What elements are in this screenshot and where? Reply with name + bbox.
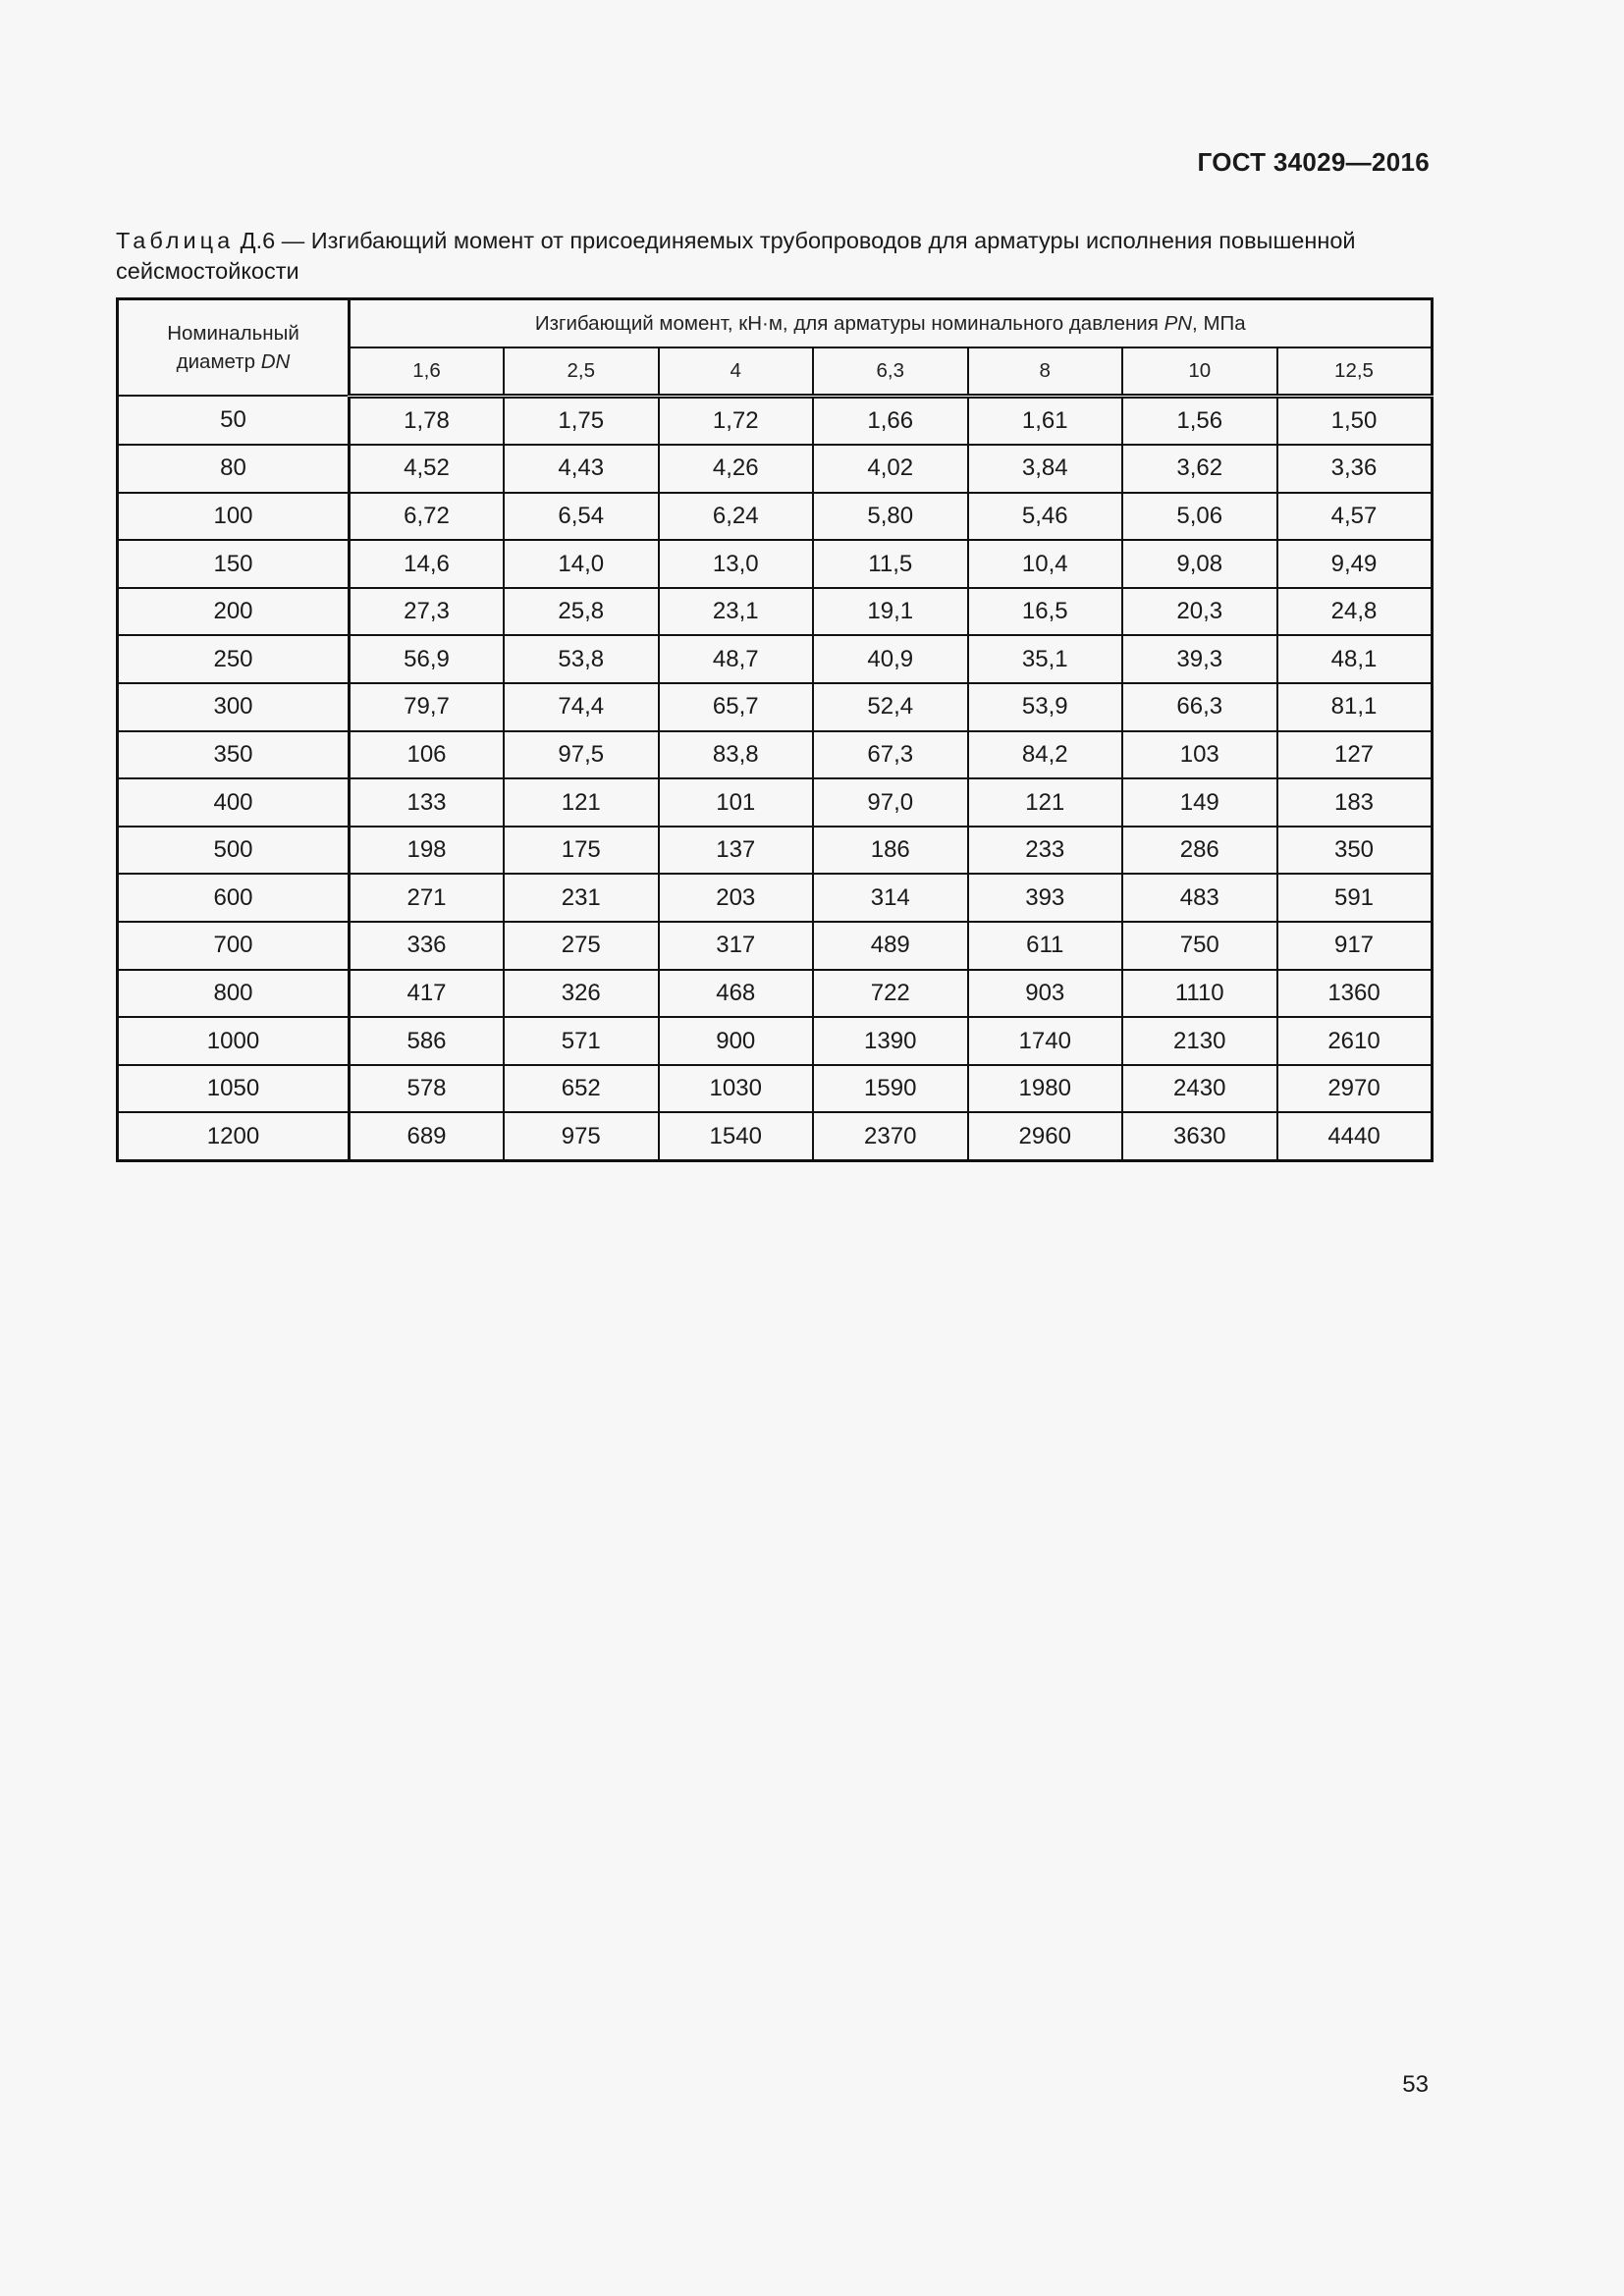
cell-value: 4,57 — [1277, 493, 1433, 541]
table-caption — [116, 226, 1432, 287]
cell-value: 16,5 — [968, 588, 1123, 636]
cell-value: 233 — [968, 827, 1123, 875]
table-row — [118, 970, 1433, 1018]
cell-value: 1030 — [659, 1065, 814, 1113]
cell-dn: 350 — [118, 731, 350, 779]
cell-value: 24,8 — [1277, 588, 1433, 636]
cell-value: 186 — [813, 827, 968, 875]
cell-value: 27,3 — [350, 588, 505, 636]
cell-value: 5,06 — [1122, 493, 1277, 541]
cell-value: 611 — [968, 922, 1123, 970]
cell-value: 5,80 — [813, 493, 968, 541]
caption-text: — Изгибающий момент от присоединяемых трубопроводов для арматуры исполнения повышенной сейсмостойкости — [116, 228, 1356, 284]
table-row — [118, 445, 1433, 493]
cell-dn: 1000 — [118, 1017, 350, 1065]
cell-value: 6,54 — [504, 493, 659, 541]
cell-dn: 800 — [118, 970, 350, 1018]
cell-value: 1110 — [1122, 970, 1277, 1018]
table-row — [118, 396, 1433, 445]
cell-value: 23,1 — [659, 588, 814, 636]
cell-value: 903 — [968, 970, 1123, 1018]
header-pn-0: 1,6 — [350, 347, 505, 396]
group-header-prefix: Изгибающий момент, кН·м, для арматуры номинального давления — [534, 311, 1164, 335]
document-id: ГОСТ 34029—2016 — [1197, 147, 1430, 177]
cell-value: 2370 — [813, 1112, 968, 1160]
table-row — [118, 922, 1433, 970]
table-row — [118, 778, 1433, 827]
cell-value: 40,9 — [813, 635, 968, 683]
cell-value: 84,2 — [968, 731, 1123, 779]
cell-value: 9,49 — [1277, 540, 1433, 588]
cell-value: 198 — [350, 827, 505, 875]
cell-value: 67,3 — [813, 731, 968, 779]
table-body — [118, 396, 1433, 1161]
cell-value: 65,7 — [659, 683, 814, 731]
cell-value: 900 — [659, 1017, 814, 1065]
table-row — [118, 731, 1433, 779]
cell-value: 1,78 — [350, 396, 505, 445]
cell-value: 468 — [659, 970, 814, 1018]
cell-value: 81,1 — [1277, 683, 1433, 731]
cell-value: 39,3 — [1122, 635, 1277, 683]
caption-number: Д.6 — [234, 228, 276, 253]
cell-value: 314 — [813, 874, 968, 922]
cell-value: 271 — [350, 874, 505, 922]
table-row — [118, 635, 1433, 683]
cell-value: 127 — [1277, 731, 1433, 779]
cell-value: 20,3 — [1122, 588, 1277, 636]
cell-value: 19,1 — [813, 588, 968, 636]
cell-value: 52,4 — [813, 683, 968, 731]
cell-value: 417 — [350, 970, 505, 1018]
cell-dn: 500 — [118, 827, 350, 875]
caption-label: Таблица — [116, 228, 235, 253]
cell-dn: 100 — [118, 493, 350, 541]
cell-value: 48,7 — [659, 635, 814, 683]
cell-value: 5,46 — [968, 493, 1123, 541]
table-row — [118, 1065, 1433, 1113]
header-pn-3: 6,3 — [813, 347, 968, 396]
cell-value: 4,02 — [813, 445, 968, 493]
cell-value: 2970 — [1277, 1065, 1433, 1113]
cell-value: 149 — [1122, 778, 1277, 827]
cell-value: 56,9 — [350, 635, 505, 683]
cell-value: 3,62 — [1122, 445, 1277, 493]
cell-value: 689 — [350, 1112, 505, 1160]
cell-value: 393 — [968, 874, 1123, 922]
cell-value: 1360 — [1277, 970, 1433, 1018]
table-row — [118, 1112, 1433, 1160]
cell-value: 103 — [1122, 731, 1277, 779]
cell-value: 750 — [1122, 922, 1277, 970]
cell-value: 350 — [1277, 827, 1433, 875]
cell-value: 97,0 — [813, 778, 968, 827]
cell-value: 483 — [1122, 874, 1277, 922]
cell-value: 121 — [504, 778, 659, 827]
bending-moment-table — [116, 297, 1434, 1162]
cell-dn: 1200 — [118, 1112, 350, 1160]
cell-value: 336 — [350, 922, 505, 970]
cell-value: 53,9 — [968, 683, 1123, 731]
cell-value: 1590 — [813, 1065, 968, 1113]
cell-value: 106 — [350, 731, 505, 779]
cell-value: 722 — [813, 970, 968, 1018]
cell-value: 2130 — [1122, 1017, 1277, 1065]
cell-value: 2430 — [1122, 1065, 1277, 1113]
pn-symbol: PN — [1164, 311, 1193, 335]
cell-value: 175 — [504, 827, 659, 875]
header-pn-4: 8 — [968, 347, 1123, 396]
cell-value: 591 — [1277, 874, 1433, 922]
dn-header-line2: диаметр — [176, 350, 261, 373]
cell-value: 137 — [659, 827, 814, 875]
dn-symbol: DN — [260, 350, 291, 373]
cell-value: 917 — [1277, 922, 1433, 970]
cell-value: 2960 — [968, 1112, 1123, 1160]
header-nominal-diameter — [118, 299, 350, 397]
table-row — [118, 588, 1433, 636]
cell-value: 586 — [350, 1017, 505, 1065]
cell-value: 3,36 — [1277, 445, 1433, 493]
table-row — [118, 493, 1433, 541]
group-header-suffix: , МПа — [1192, 311, 1246, 335]
cell-value: 489 — [813, 922, 968, 970]
cell-value: 4440 — [1277, 1112, 1433, 1160]
cell-value: 275 — [504, 922, 659, 970]
cell-value: 4,52 — [350, 445, 505, 493]
cell-dn: 150 — [118, 540, 350, 588]
cell-value: 10,4 — [968, 540, 1123, 588]
cell-value: 6,24 — [659, 493, 814, 541]
cell-value: 3630 — [1122, 1112, 1277, 1160]
cell-value: 1980 — [968, 1065, 1123, 1113]
table-row — [118, 827, 1433, 875]
cell-value: 53,8 — [504, 635, 659, 683]
cell-value: 4,43 — [504, 445, 659, 493]
cell-value: 1,75 — [504, 396, 659, 445]
cell-value: 1,66 — [813, 396, 968, 445]
cell-value: 231 — [504, 874, 659, 922]
cell-value: 11,5 — [813, 540, 968, 588]
cell-value: 35,1 — [968, 635, 1123, 683]
cell-value: 74,4 — [504, 683, 659, 731]
header-pn-1: 2,5 — [504, 347, 659, 396]
cell-value: 326 — [504, 970, 659, 1018]
cell-value: 652 — [504, 1065, 659, 1113]
cell-value: 3,84 — [968, 445, 1123, 493]
cell-value: 1540 — [659, 1112, 814, 1160]
cell-value: 97,5 — [504, 731, 659, 779]
header-pn-5: 10 — [1122, 347, 1277, 396]
cell-dn: 300 — [118, 683, 350, 731]
table-row — [118, 540, 1433, 588]
cell-value: 1740 — [968, 1017, 1123, 1065]
cell-value: 1390 — [813, 1017, 968, 1065]
cell-value: 133 — [350, 778, 505, 827]
cell-value: 183 — [1277, 778, 1433, 827]
cell-value: 6,72 — [350, 493, 505, 541]
cell-value: 1,61 — [968, 396, 1123, 445]
cell-value: 66,3 — [1122, 683, 1277, 731]
cell-value: 101 — [659, 778, 814, 827]
cell-value: 4,26 — [659, 445, 814, 493]
cell-dn: 400 — [118, 778, 350, 827]
header-bending-moment-group — [350, 299, 1433, 348]
cell-value: 9,08 — [1122, 540, 1277, 588]
cell-dn: 200 — [118, 588, 350, 636]
cell-dn: 80 — [118, 445, 350, 493]
dn-header-line1: Номинальный — [167, 322, 299, 345]
cell-value: 1,50 — [1277, 396, 1433, 445]
table-row — [118, 683, 1433, 731]
cell-value: 975 — [504, 1112, 659, 1160]
cell-value: 83,8 — [659, 731, 814, 779]
cell-value: 1,56 — [1122, 396, 1277, 445]
table-row — [118, 874, 1433, 922]
cell-dn: 700 — [118, 922, 350, 970]
header-pn-2: 4 — [659, 347, 814, 396]
cell-dn: 1050 — [118, 1065, 350, 1113]
cell-dn: 50 — [118, 396, 350, 445]
cell-value: 286 — [1122, 827, 1277, 875]
cell-value: 48,1 — [1277, 635, 1433, 683]
cell-value: 79,7 — [350, 683, 505, 731]
cell-value: 13,0 — [659, 540, 814, 588]
table-row — [118, 1017, 1433, 1065]
header-pn-6: 12,5 — [1277, 347, 1433, 396]
cell-value: 14,6 — [350, 540, 505, 588]
cell-value: 2610 — [1277, 1017, 1433, 1065]
cell-dn: 250 — [118, 635, 350, 683]
cell-dn: 600 — [118, 874, 350, 922]
cell-value: 25,8 — [504, 588, 659, 636]
cell-value: 578 — [350, 1065, 505, 1113]
cell-value: 571 — [504, 1017, 659, 1065]
cell-value: 317 — [659, 922, 814, 970]
cell-value: 1,72 — [659, 396, 814, 445]
page-number: 53 — [1402, 2071, 1429, 2098]
cell-value: 121 — [968, 778, 1123, 827]
cell-value: 203 — [659, 874, 814, 922]
cell-value: 14,0 — [504, 540, 659, 588]
